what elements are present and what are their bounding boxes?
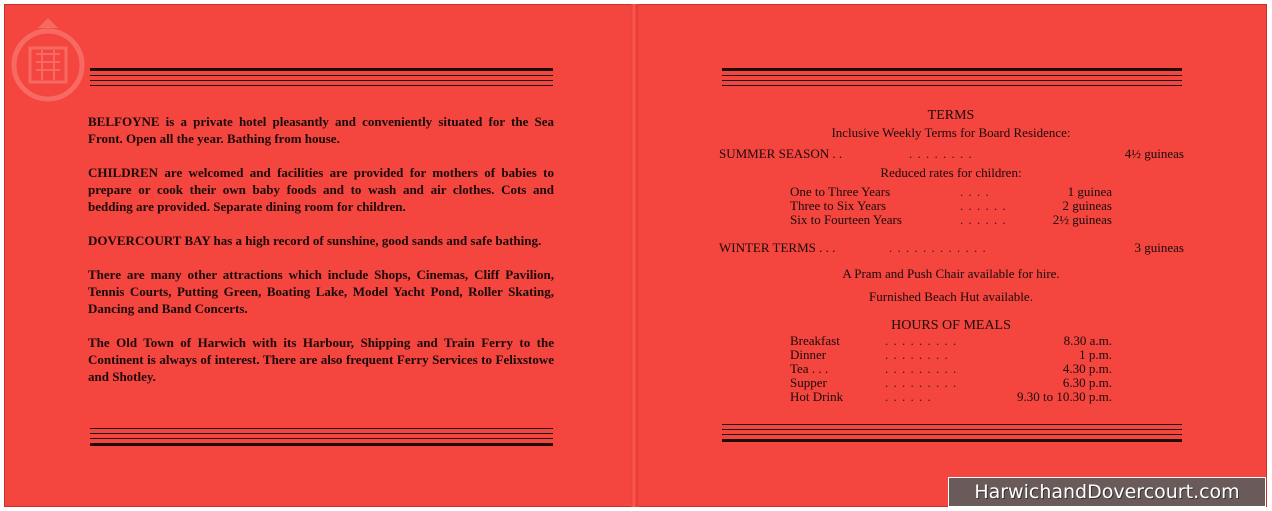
paragraph-old-town: The Old Town of Harwich with its Harbour, Shipping and Train Ferry to the Continent is always of interest. There are also frequent Ferry Services to Felixstowe and Shotley. xyxy=(88,335,554,384)
paragraph-children: CHILDREN are welcomed and facilities are provided for mothers of babies to prepare or cook their own baby foods and to wash and air clothes. Cots and bedding are provided. Separate dining room for children. xyxy=(88,165,554,214)
child-rate-price: 1 guinea xyxy=(1067,184,1112,199)
child-rate-price: 2 guineas xyxy=(1062,198,1112,213)
terms-section xyxy=(718,108,1184,141)
child-rate-label: Three to Six Years xyxy=(790,198,887,213)
left-top-rules xyxy=(90,68,553,86)
paragraph-dovercourt-bay: DOVERCOURT BAY has a high record of sunshine, good sands and safe bathing. xyxy=(88,233,542,248)
meal-label: Breakfast xyxy=(790,333,840,348)
summer-price: 4½ guineas xyxy=(1124,146,1184,161)
right-bottom-rules xyxy=(722,424,1182,442)
paragraph-attractions: There are many other attractions which include Shops, Cinemas, Cliff Pavilion, Tennis Courts, Putting Green, Boating Lake, Model Yacht Pond, Roller Skating, Dancing and Band Concerts. xyxy=(88,267,554,316)
winter-terms-row xyxy=(719,240,1184,256)
child-rate-row xyxy=(790,212,1112,228)
paragraph-belfoyne: BELFOYNE is a private hotel pleasantly and conveniently situated for the Sea Front. Open all the year. Bathing from house. xyxy=(88,114,554,146)
reduced-rates-heading: Reduced rates for children: xyxy=(880,165,1022,180)
meal-dots: . . . . . . . . . xyxy=(885,361,958,376)
summer-dots: . . . . . . . . xyxy=(909,146,973,161)
left-panel-text xyxy=(88,113,554,402)
summer-season-row xyxy=(719,146,1184,162)
terms-subtitle: Inclusive Weekly Terms for Board Residence: xyxy=(831,125,1071,140)
center-fold xyxy=(631,4,639,507)
meal-time: 9.30 to 10.30 p.m. xyxy=(1017,389,1112,404)
meal-label: Tea . . . xyxy=(790,361,829,376)
meal-time: 4.30 p.m. xyxy=(1062,361,1112,376)
terms-title: TERMS xyxy=(927,108,975,123)
child-rate-label: One to Three Years xyxy=(790,184,891,199)
meal-time: 6.30 p.m. xyxy=(1062,375,1112,390)
meal-label: Dinner xyxy=(790,347,827,362)
meal-label: Hot Drink xyxy=(790,389,844,404)
pram-notice: A Pram and Push Chair available for hire. xyxy=(842,266,1060,281)
child-rate-dots: . . . . xyxy=(960,184,990,199)
hotel-crest-emblem xyxy=(8,10,88,120)
winter-price: 3 guineas xyxy=(1134,240,1184,255)
meal-dots: . . . . . . . . . xyxy=(885,375,958,390)
right-top-rules xyxy=(722,68,1182,86)
meal-dots: . . . . . . . . xyxy=(885,347,949,362)
site-watermark: HarwichandDovercourt.com xyxy=(948,477,1266,507)
child-rate-dots: . . . . . . xyxy=(960,212,1007,227)
child-rate-price: 2½ guineas xyxy=(1052,212,1112,227)
winter-dots: . . . . . . . . . . . . xyxy=(889,240,987,255)
winter-label: WINTER TERMS . . . xyxy=(719,240,836,255)
child-rate-label: Six to Fourteen Years xyxy=(790,212,902,227)
left-bottom-rules xyxy=(90,428,553,446)
summer-label: SUMMER SEASON . . xyxy=(719,146,843,161)
meal-row xyxy=(790,389,1112,405)
meal-dots: . . . . . . . . . xyxy=(885,333,958,348)
meal-label: Supper xyxy=(790,375,827,390)
beach-hut-notice: Furnished Beach Hut available. xyxy=(869,289,1033,304)
meal-time: 8.30 a.m. xyxy=(1063,333,1112,348)
meals-title: HOURS OF MEALS xyxy=(891,318,1011,333)
meal-dots: . . . . . . xyxy=(885,389,932,404)
meal-time: 1 p.m. xyxy=(1079,347,1112,362)
child-rate-dots: . . . . . . xyxy=(960,198,1007,213)
